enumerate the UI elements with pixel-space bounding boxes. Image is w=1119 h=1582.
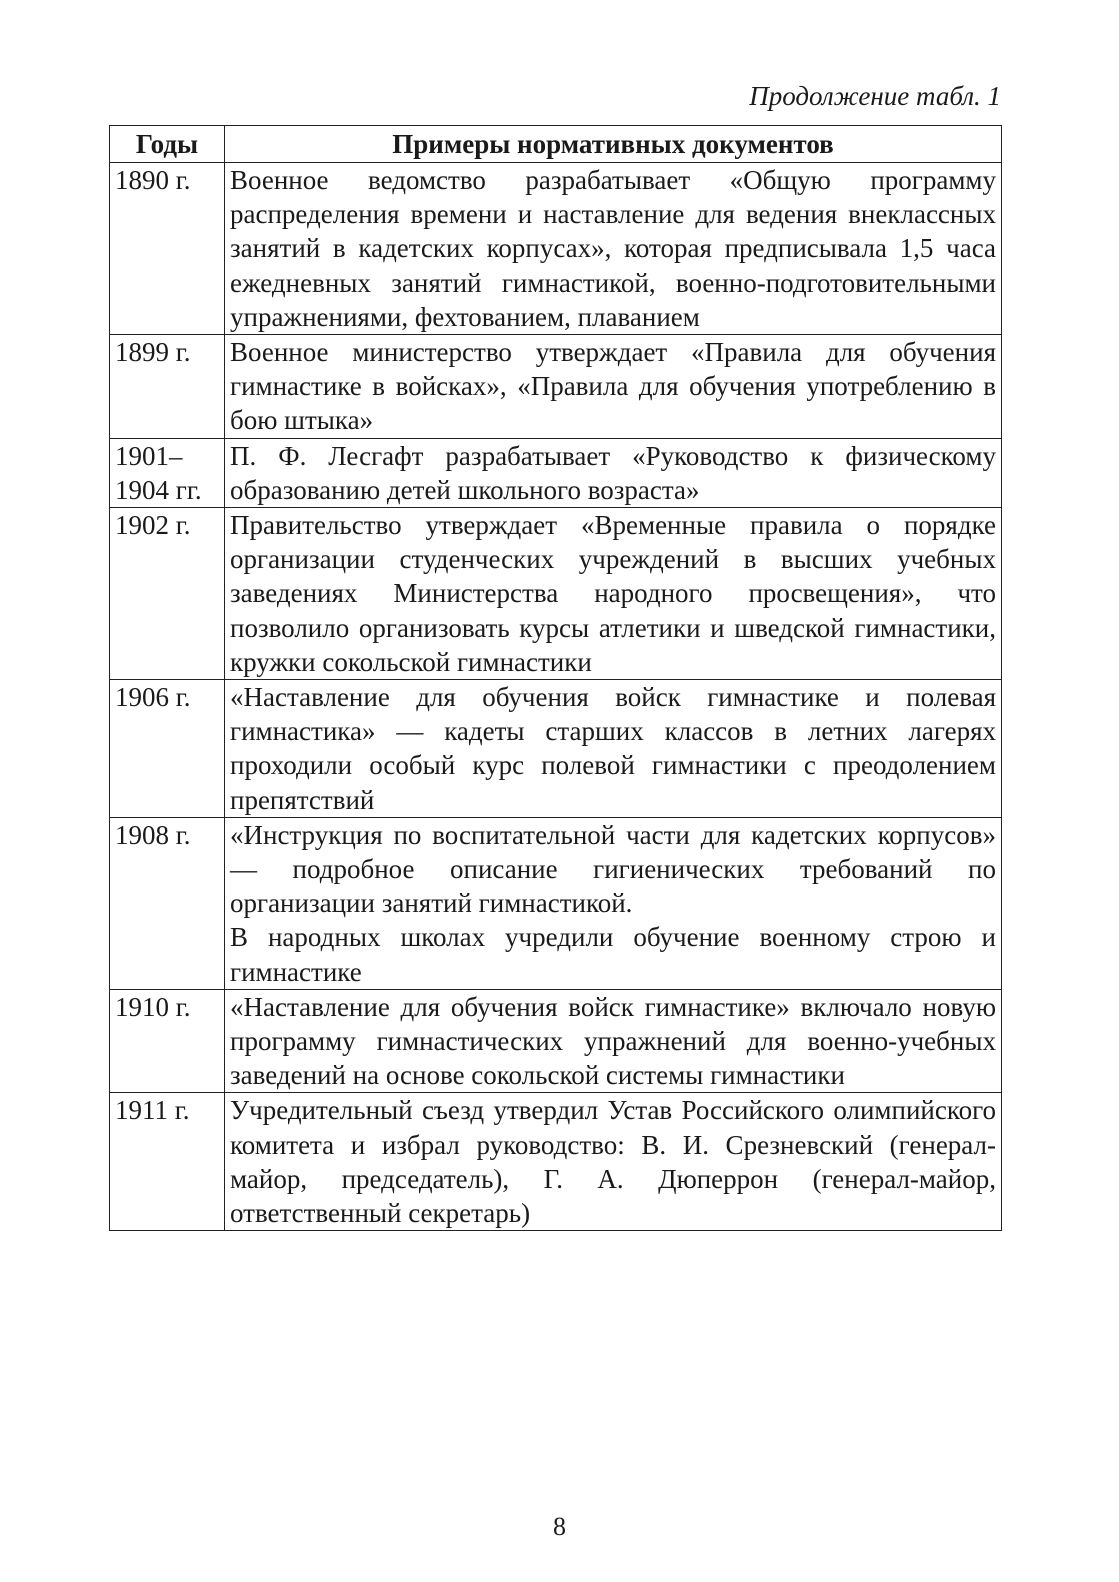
document-description-cell — [225, 817, 1002, 989]
description-paragraph: «Наставление для обучения войск гимнастике и полевая гимнастика» — кадеты старших классов в летних лагерях проходили особый курс полевой гимнастики с преодолением препятствий — [230, 682, 996, 815]
year-cell: 1890 г. — [110, 163, 225, 335]
description-paragraph: П. Ф. Лесгафт разрабатывает «Руководство к физическому образованию детей школьного возраста» — [230, 440, 996, 505]
description-paragraph: Военное министерство утверждает «Правила для обучения гимнастике в войсках», «Правила для обучения употреблению в бою штыка» — [230, 337, 996, 436]
table-row — [110, 680, 1002, 818]
table-row — [110, 163, 1002, 335]
table-row — [110, 335, 1002, 439]
document-description-cell — [225, 989, 1002, 1093]
document-description-cell — [225, 1093, 1002, 1231]
year-cell: 1902 г. — [110, 508, 225, 680]
description-paragraph: Правительство утверждает «Временные правила о порядке организации студенческих учреждений в высших учебных заведениях Министерства народного просвещения», что позволило организовать курсы атлетики и шведской гимнастики, кружки сокольской гимнастики — [230, 510, 996, 677]
document-description-cell — [225, 163, 1002, 335]
year-cell: 1901– 1904 гг. — [110, 438, 225, 507]
year-cell: 1908 г. — [110, 817, 225, 989]
year-cell: 1910 г. — [110, 989, 225, 1093]
document-description-cell — [225, 335, 1002, 439]
document-description-cell — [225, 508, 1002, 680]
table-row — [110, 989, 1002, 1093]
year-cell: 1899 г. — [110, 335, 225, 439]
document-description-cell — [225, 438, 1002, 507]
column-header-years: Годы — [110, 126, 225, 163]
table-caption: Продолжение табл. 1 — [749, 81, 1001, 111]
description-paragraph: Учредительный съезд утвердил Устав Российского олимпийского комитета и избрал руководство: В. И. Срезневский (генерал-майор, председатель), Г. А. Дюперрон (генерал-майор, ответственный секретарь) — [230, 1095, 996, 1229]
year-cell: 1911 г. — [110, 1093, 225, 1231]
table-header-row — [110, 126, 1002, 163]
table-row — [110, 508, 1002, 680]
table-row — [110, 438, 1002, 507]
table-row — [110, 1093, 1002, 1231]
column-header-examples: Примеры нормативных документов — [225, 126, 1002, 163]
description-paragraph: «Инструкция по воспитательной части для кадетских корпусов» — подробное описание гигиенических требований по организации занятий гимнастикой. — [230, 819, 996, 919]
description-paragraph: «Наставление для обучения войск гимнастике» включало новую программу гимнастических упражнений для военно-учебных заведений на основе сокольской системы гимнастики — [230, 991, 996, 1091]
document-description-cell — [225, 680, 1002, 818]
description-paragraph: Военное ведомство разрабатывает «Общую программу распределения времени и наставление для ведения внеклассных занятий в кадетских корпусах», которая предписывала 1,5 часа ежедневных занятий гимнастикой, военно-подготовительными упражнениями, фехтованием, плаванием — [230, 165, 996, 332]
description-paragraph: В народных школах учредили обучение военному строю и гимнастике — [230, 922, 996, 987]
year-cell: 1906 г. — [110, 680, 225, 818]
normative-documents-table — [109, 125, 1002, 1231]
table-row — [110, 817, 1002, 989]
page-number: 8 — [553, 1512, 566, 1541]
